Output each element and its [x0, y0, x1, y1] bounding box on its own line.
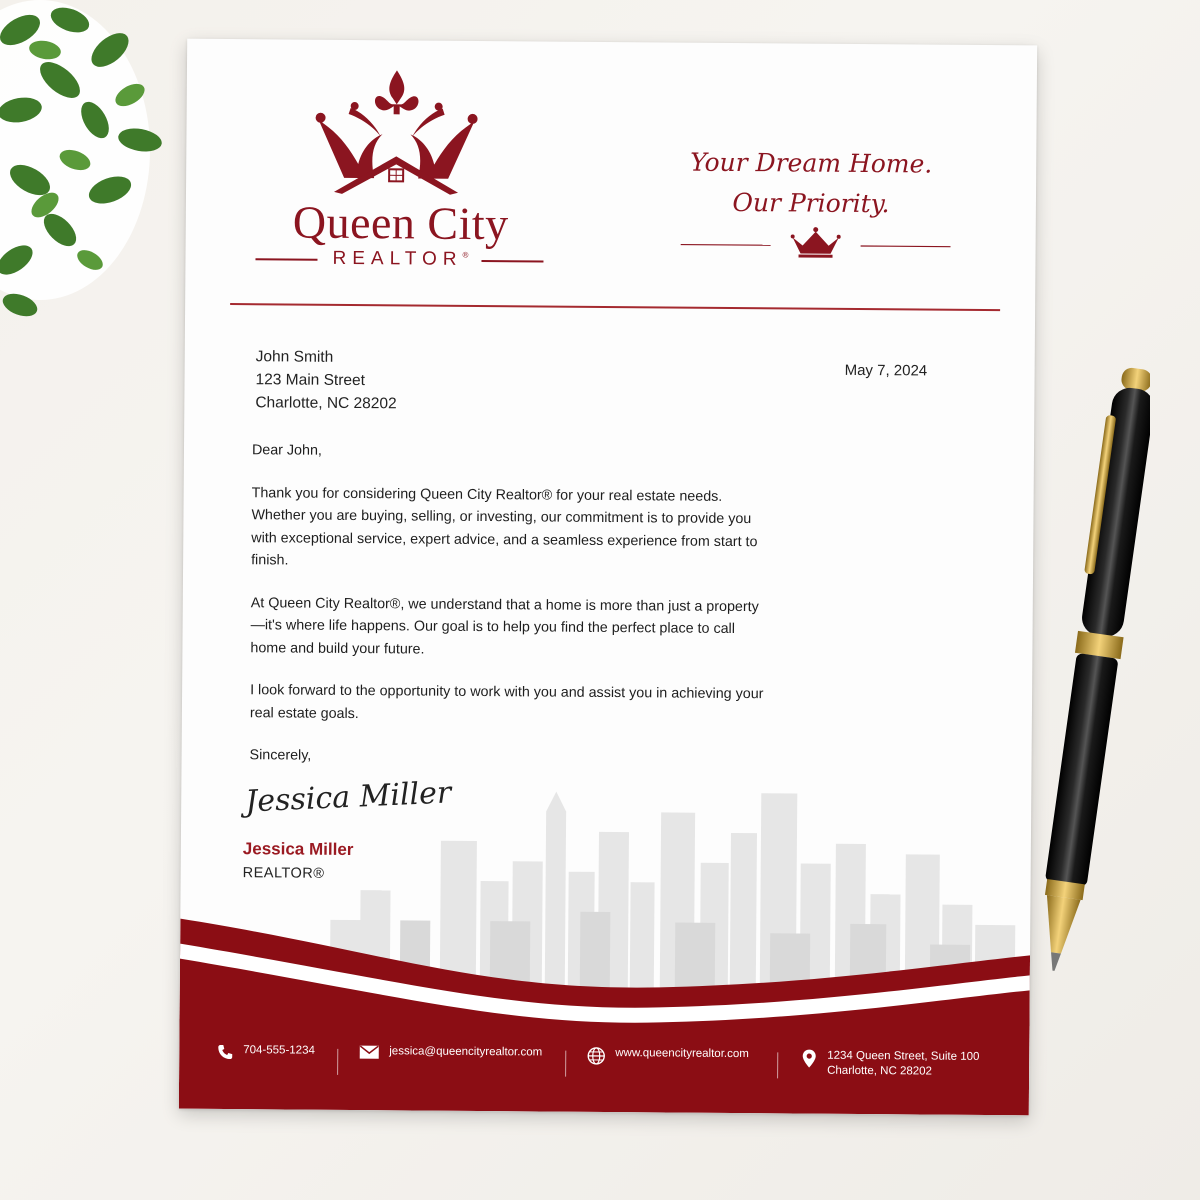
phone-number: 704-555-1234 [243, 1044, 315, 1057]
crown-icon [791, 227, 841, 258]
letterhead-paper [179, 39, 1037, 1116]
footer-email[interactable] [359, 1045, 542, 1060]
brand-subtitle: REALTOR® [332, 247, 469, 270]
address-text [827, 1049, 979, 1080]
globe-icon [587, 1047, 605, 1065]
footer-website[interactable] [587, 1047, 749, 1066]
website-url: www.queencityrealtor.com [615, 1047, 749, 1061]
tagline-line-1: Your Dream Home. [690, 147, 933, 179]
email-address: jessica@queencityrealtor.com [389, 1045, 543, 1059]
signer-title: REALTOR® [242, 865, 325, 882]
email-icon [359, 1045, 379, 1059]
brand-subtitle-row [255, 247, 545, 273]
recipient-city: Charlotte, NC 28202 [255, 394, 397, 413]
pen-decoration [1030, 355, 1150, 995]
handwritten-signature: Jessica Miller [244, 775, 452, 820]
plant-decoration [0, 0, 180, 330]
brand-name: Queen City [292, 196, 509, 250]
brand-rule-left [255, 258, 317, 260]
paragraph-1: Thank you for considering Queen City Realtor® for your real estate needs. Whether you are buying, selling, or investing, our commitment is to provide you with exceptional service, expert advice, and a seamless experience from start to finish. [251, 484, 758, 569]
header-divider [230, 303, 1000, 311]
footer-address[interactable] [801, 1049, 979, 1080]
footer-phone[interactable] [217, 1044, 315, 1061]
brand-rule-right [481, 260, 543, 262]
paragraph-2: At Queen City Realtor®, we understand that a home is more than just a property—it's where life happens. Our goal is to help you find the perfect place to call home and build your future. [250, 594, 759, 658]
footer-contact-row [179, 1044, 1029, 1091]
recipient-address [255, 345, 397, 415]
tagline-ornament [680, 223, 950, 265]
address-line-2: Charlotte, NC 28202 [827, 1064, 933, 1078]
paragraph-3: I look forward to the opportunity to work with you and assist you in achieving your real estate goals. [249, 682, 764, 722]
footer-separator [337, 1049, 338, 1075]
footer-separator [777, 1052, 778, 1078]
address-line-1: 1234 Queen Street, Suite 100 [827, 1049, 980, 1063]
letter-body [249, 439, 772, 791]
tagline-line-2: Our Priority. [732, 187, 890, 219]
phone-icon [217, 1044, 233, 1060]
closing: Sincerely, [249, 747, 312, 764]
footer-separator [565, 1051, 566, 1077]
letter-date: May 7, 2024 [844, 361, 928, 380]
crown-logo-icon [314, 68, 479, 199]
signer-name: Jessica Miller [242, 839, 354, 860]
tagline [656, 142, 967, 224]
company-logo [245, 67, 547, 269]
salutation: Dear John, [251, 442, 322, 459]
location-pin-icon [801, 1049, 817, 1069]
recipient-name: John Smith [255, 348, 334, 366]
recipient-street: 123 Main Street [255, 371, 366, 390]
